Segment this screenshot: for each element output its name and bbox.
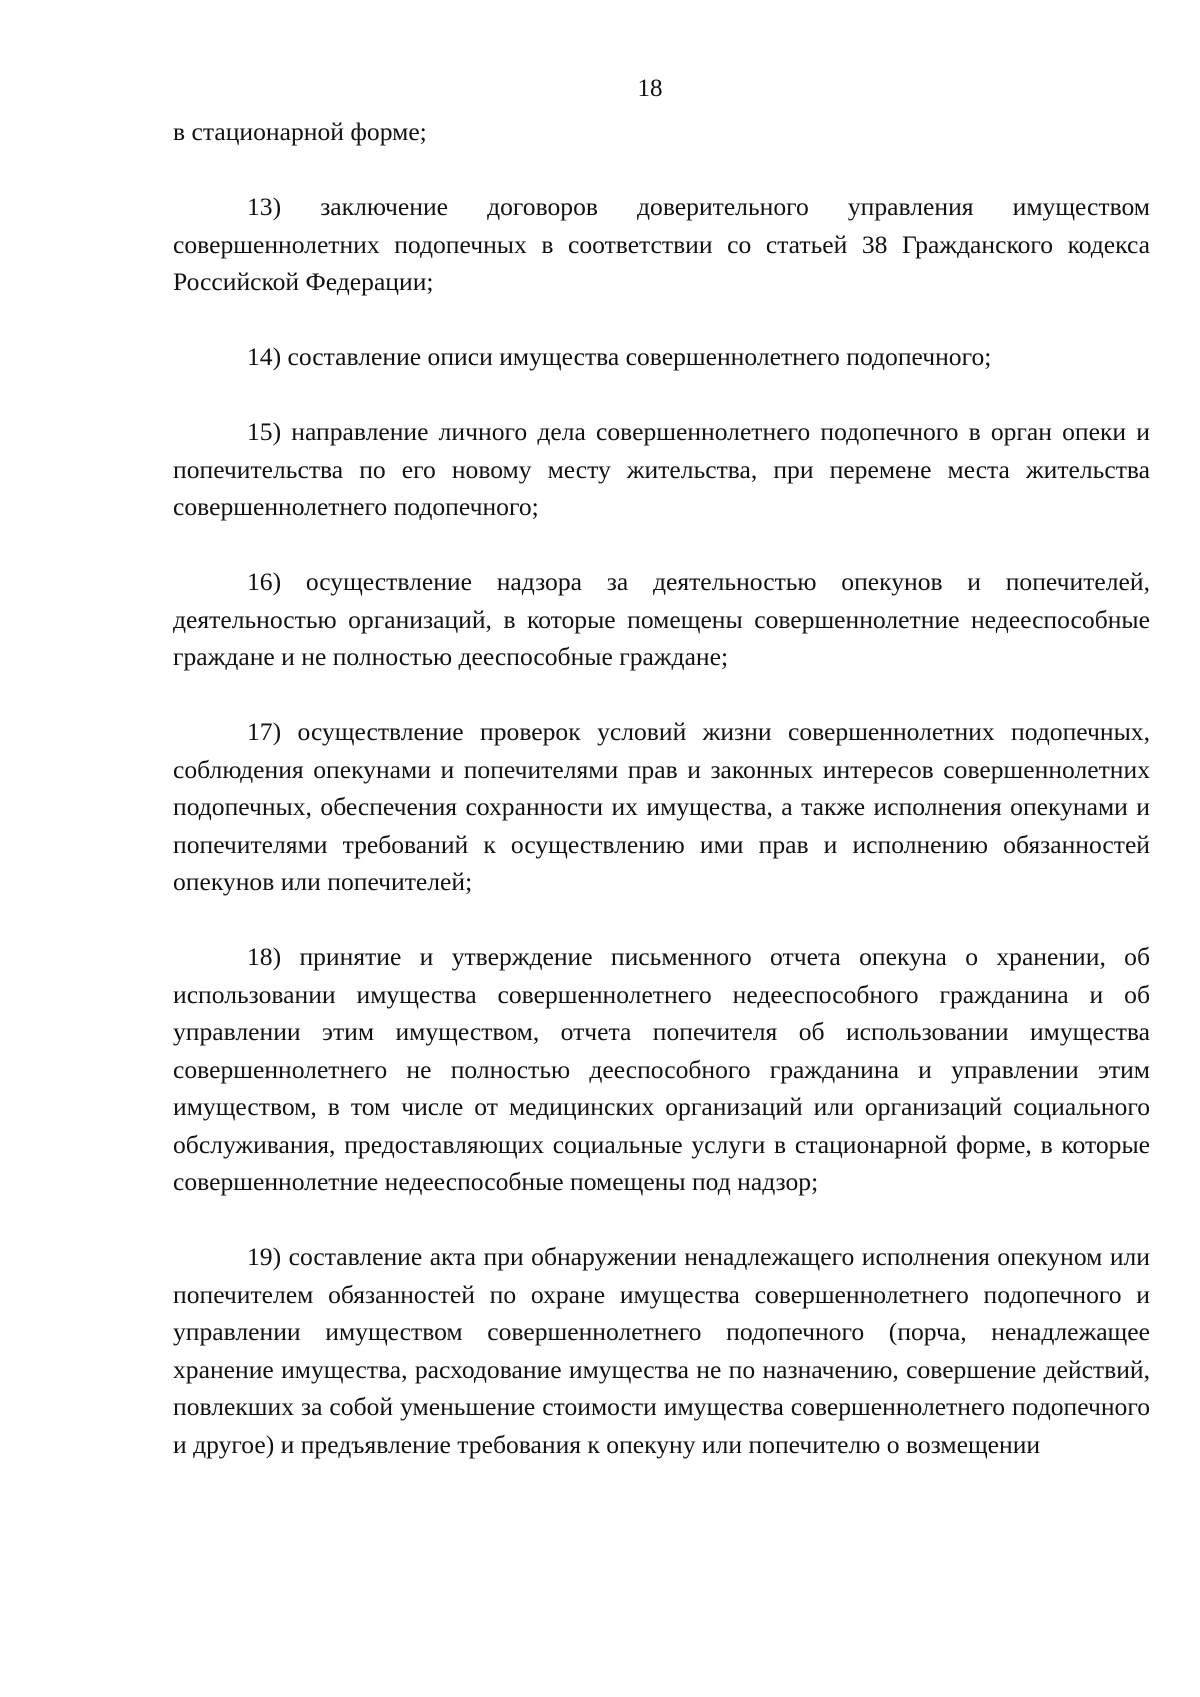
document-body [173,113,1150,1463]
list-item-13: 13) заключение договоров доверительного управления имуществом совершеннолетних подопечных в соответствии со статьей 38 Гражданского кодекса Российской Федерации; [173,192,1150,296]
list-item-18: 18) принятие и утверждение письменного отчета опекуна о хранении, об использовании имущества совершеннолетнего недееспособного гражданина и об управлении этим имуществом, отчета попечителя об использовании имущества совершеннолетнего не полностью дееспособного гражданина и управлении этим имуществом, в том числе от медицинских организаций или организаций социального обслуживания, предоставляющих социальные услуги в стационарной форме, в которые совершеннолетние недееспособные помещены под надзор; [173,942,1150,1196]
list-item-14: 14) составление описи имущества совершеннолетнего подопечного; [247,342,992,371]
list-item-15: 15) направление личного дела совершеннолетнего подопечного в орган опеки и попечительства по его новому месту жительства, при перемене места жительства совершеннолетнего подопечного; [173,417,1150,521]
list-item-19: 19) составление акта при обнаружении ненадлежащего исполнения опекуном или попечителем обязанностей по охране имущества совершеннолетнего подопечного и управлении имуществом совершеннолетнего подопечного (порча, ненадлежащее хранение имущества, расходование имущества не по назначению, совершение действий, повлекших за собой уменьшение стоимости имущества совершеннолетнего подопечного и другое) и предъявление требования к опекуну или попечителю о возмещении [173,1242,1150,1459]
page-number: 18 [637,75,663,102]
page-number-container [0,74,1200,104]
list-item-16: 16) осуществление надзора за деятельностью опекунов и попечителей, деятельностью организаций, в которые помещены совершеннолетние недееспособные граждане и не полностью дееспособные граждане; [173,567,1150,671]
list-item-17: 17) осуществление проверок условий жизни совершеннолетних подопечных, соблюдения опекунами и попечителями прав и законных интересов совершеннолетних подопечных, обеспечения сохранности их имущества, а также исполнения опекунами и попечителями требований к осуществлению ими прав и исполнению обязанностей опекунов или попечителей; [173,717,1150,896]
paragraph-continuation: в стационарной форме; [173,117,427,146]
